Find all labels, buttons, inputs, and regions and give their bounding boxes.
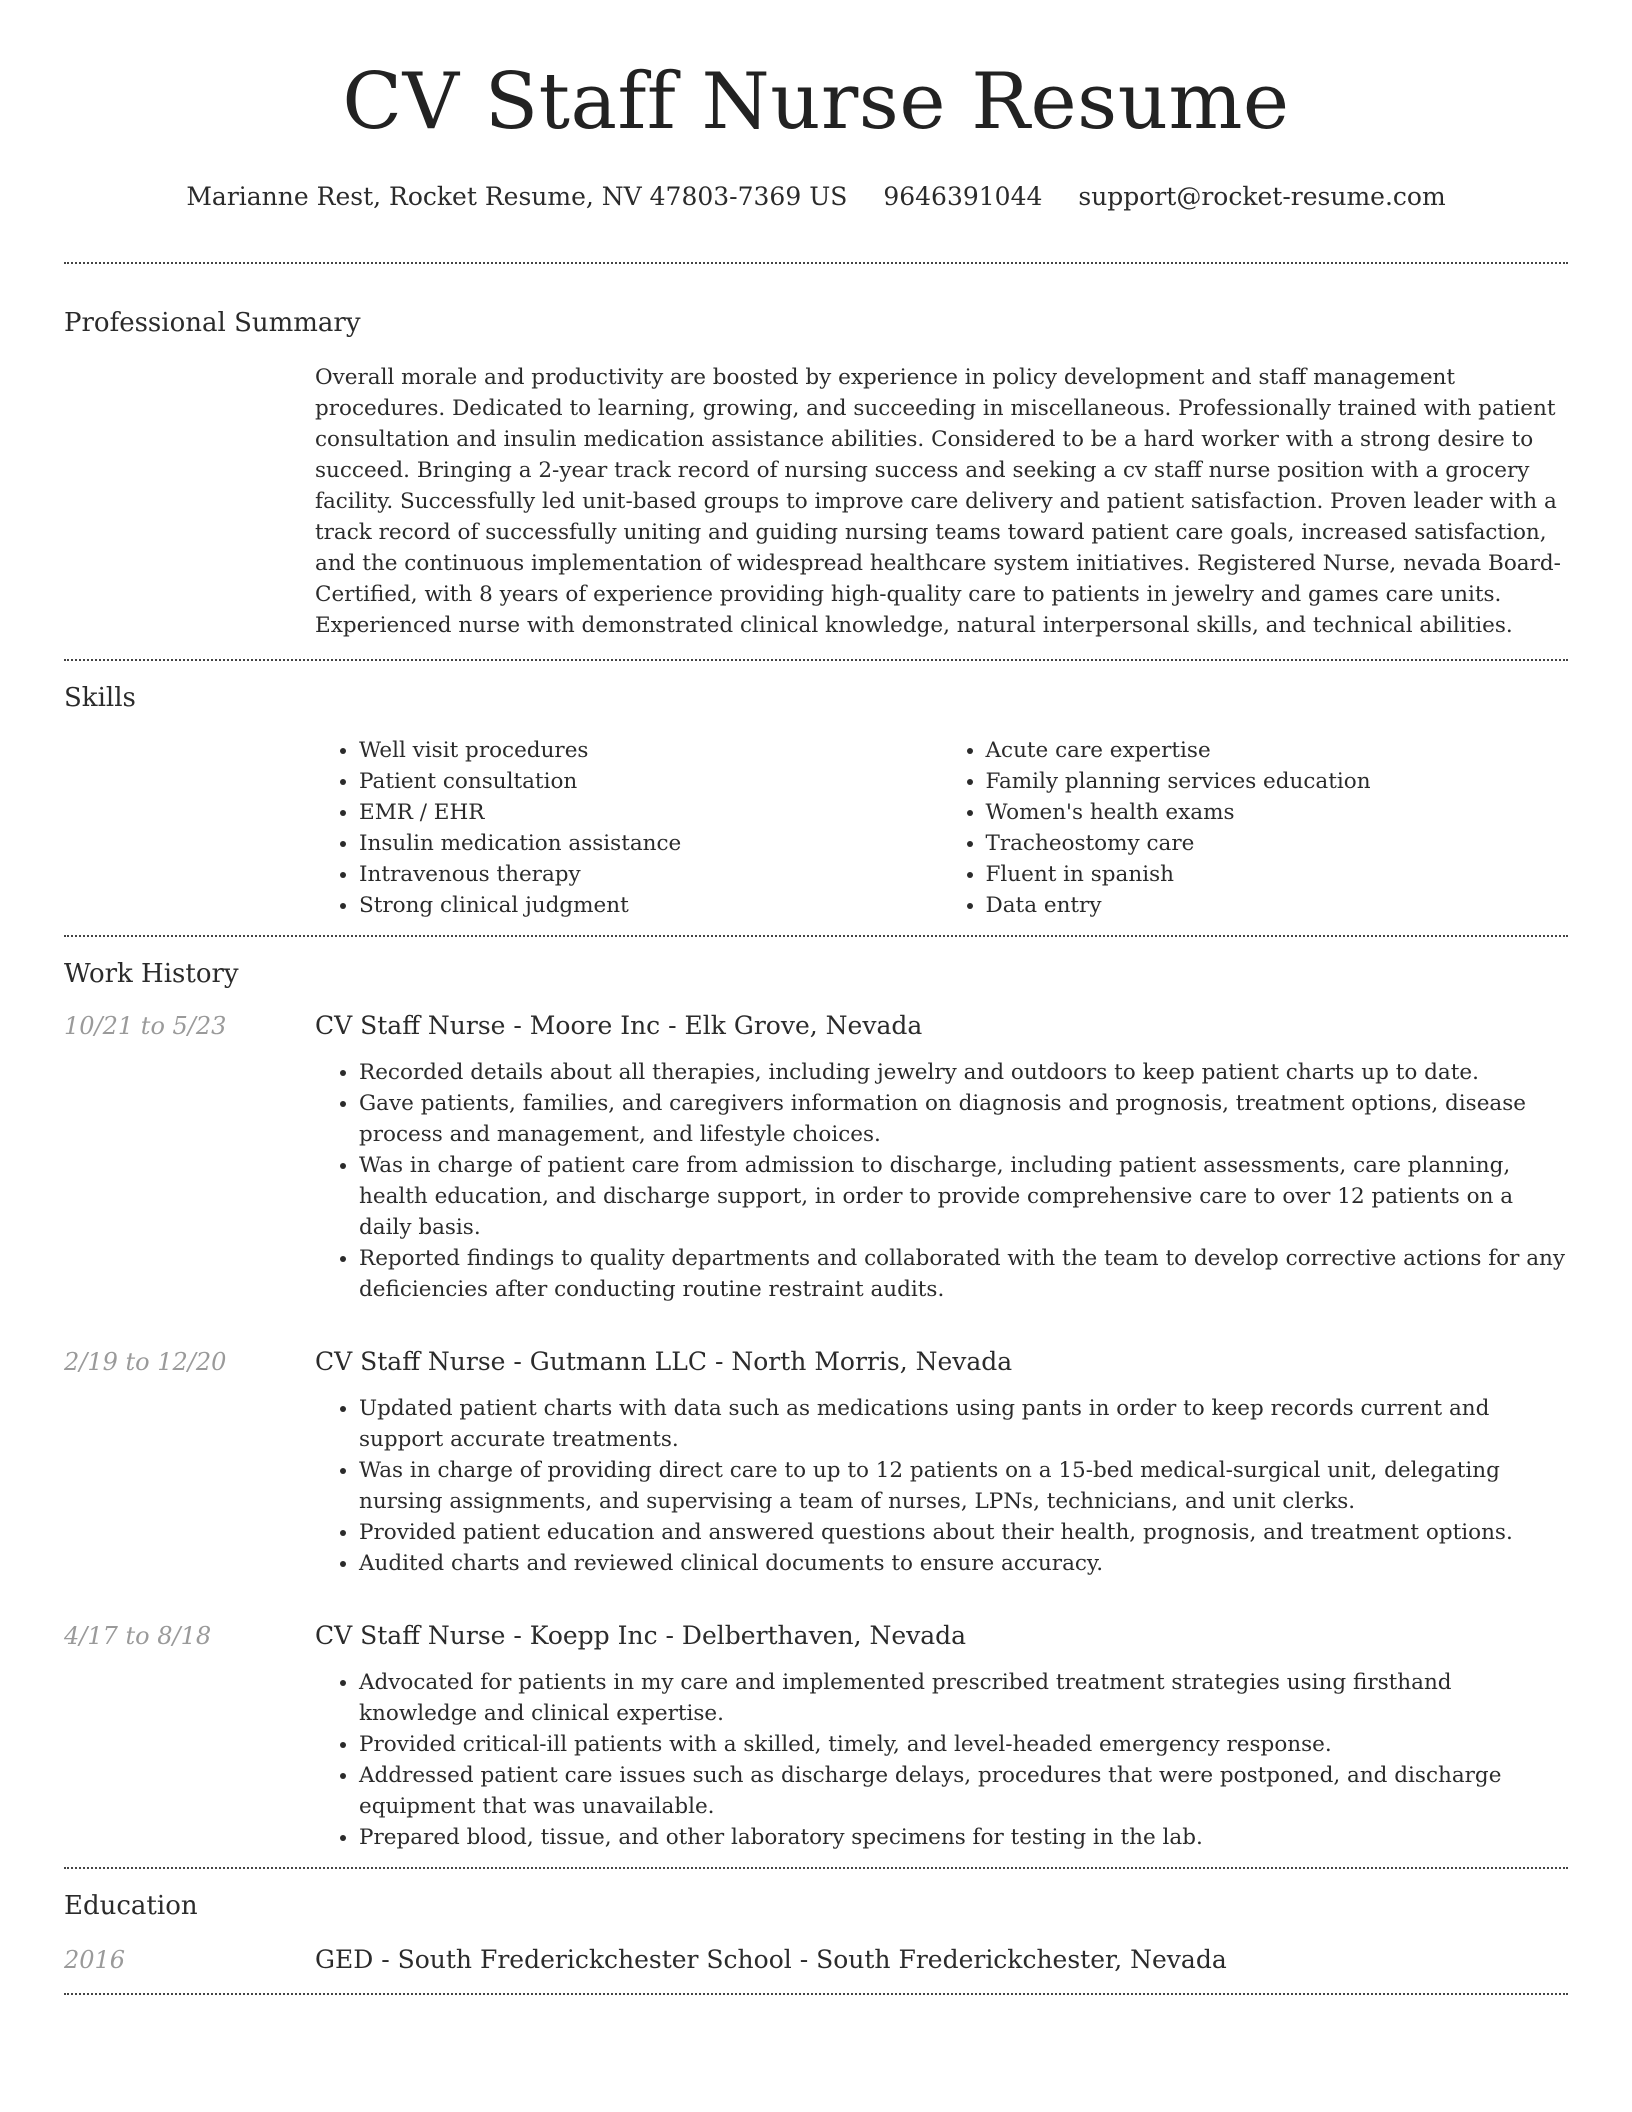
job-bullet: • Prepared blood, tissue, and other laboratory specimens for testing in the lab. <box>359 1822 1568 1853</box>
skill-item: • Strong clinical judgment <box>359 890 942 921</box>
skills-list <box>315 735 1568 921</box>
education-entry <box>64 1943 1568 1979</box>
skill-item: • Fluent in spanish <box>986 859 1569 890</box>
job-bullet: • Updated patient charts with data such as medications using pants in order to keep records current and support accurate treatments. <box>359 1393 1568 1455</box>
resume-title: CV Staff Nurse Resume <box>342 57 1290 147</box>
education-year: 2016 <box>64 1946 126 1974</box>
job-title: CV Staff Nurse - Moore Inc - Elk Grove, Nevada <box>315 1011 923 1040</box>
contact-address: Marianne Rest, Rocket Resume, NV 47803-7369 US <box>186 182 848 211</box>
job-bullet: • Reported findings to quality departments and collaborated with the team to develop corrective actions for any deficiencies after conducting routine restraint audits. <box>359 1243 1568 1305</box>
skill-item: • Family planning services education <box>986 766 1569 797</box>
job-bullet: • Gave patients, families, and caregivers information on diagnosis and prognosis, treatment options, disease process and management, and lifestyle choices. <box>359 1088 1568 1150</box>
job-bullets <box>315 1393 1568 1579</box>
education-title: GED - South Frederickchester School - South Frederickchester, Nevada <box>315 1945 1227 1974</box>
job-bullet: • Was in charge of providing direct care to up to 12 patients on a 15-bed medical-surgical unit, delegating nursing assignments, and supervising a team of nurses, LPNs, technicians, and unit clerks. <box>359 1455 1568 1517</box>
job-title: CV Staff Nurse - Gutmann LLC - North Morris, Nevada <box>315 1347 1013 1376</box>
contact-email: support@rocket-resume.com <box>1078 182 1446 211</box>
job-dates: 2/19 to 12/20 <box>64 1348 227 1376</box>
job-bullet: • Was in charge of patient care from admission to discharge, including patient assessments, care planning, health education, and discharge support, in order to provide comprehensive care to over 12 patients on a daily basis. <box>359 1150 1568 1243</box>
contact-phone: 9646391044 <box>883 182 1043 211</box>
job-entry <box>64 1009 1568 1305</box>
skills-heading: Skills <box>64 683 136 713</box>
job-entry <box>64 1345 1568 1579</box>
summary-text: Overall morale and productivity are boosted by experience in policy development and staff management procedures. Dedicated to learning, growing, and succeeding in miscellaneous. Professionally trained with patient consultation and insulin medication assistance abilities. Considered to be a hard worker with a strong desire to succeed. Bringing a 2-year track record of nursing success and seeking a cv staff nurse position with a grocery facility. Successfully led unit-based groups to improve care delivery and patient satisfaction. Proven leader with a track record of successfully uniting and guiding nursing teams toward patient care goals, increased satisfaction, and the continuous implementation of widespread healthcare system initiatives. Registered Nurse, nevada Board-Certified, with 8 years of experience providing high-quality care to patients in jewelry and games care units. Experienced nurse with demonstrated clinical knowledge, natural interpersonal skills, and technical abilities. <box>315 365 1561 638</box>
job-bullet: • Provided patient education and answered questions about their health, prognosis, and treatment options. <box>359 1517 1568 1548</box>
education-heading: Education <box>64 1891 198 1921</box>
skill-item: • Tracheostomy care <box>986 828 1569 859</box>
job-bullet: • Recorded details about all therapies, including jewelry and outdoors to keep patient charts up to date. <box>359 1057 1568 1088</box>
job-bullet: • Addressed patient care issues such as discharge delays, procedures that were postponed, and discharge equipment that was unavailable. <box>359 1760 1568 1822</box>
skill-item: • Women's health exams <box>986 797 1569 828</box>
skills-column-right <box>942 735 1569 921</box>
job-entry <box>64 1619 1568 1853</box>
skill-item: • Patient consultation <box>359 766 942 797</box>
work-heading: Work History <box>64 959 239 989</box>
job-bullet: • Provided critical-ill patients with a skilled, timely, and level-headed emergency response. <box>359 1729 1568 1760</box>
skill-item: • Acute care expertise <box>986 735 1569 766</box>
section-divider <box>64 1993 1568 1995</box>
skill-item: • Intravenous therapy <box>359 859 942 890</box>
skill-item: • Insulin medication assistance <box>359 828 942 859</box>
job-title: CV Staff Nurse - Koepp Inc - Delberthaven, Nevada <box>315 1621 967 1650</box>
job-bullet: • Advocated for patients in my care and implemented prescribed treatment strategies using firsthand knowledge and clinical expertise. <box>359 1667 1568 1729</box>
job-dates: 4/17 to 8/18 <box>64 1622 212 1650</box>
job-bullet: • Audited charts and reviewed clinical documents to ensure accuracy. <box>359 1548 1568 1579</box>
skill-item: • Data entry <box>986 890 1569 921</box>
summary-heading: Professional Summary <box>64 308 361 338</box>
skills-column-left <box>315 735 942 921</box>
skill-item: • EMR / EHR <box>359 797 942 828</box>
skill-item: • Well visit procedures <box>359 735 942 766</box>
job-bullets <box>315 1667 1568 1853</box>
contact-line <box>64 180 1568 214</box>
job-dates: 10/21 to 5/23 <box>64 1012 227 1040</box>
job-bullets <box>315 1057 1568 1305</box>
